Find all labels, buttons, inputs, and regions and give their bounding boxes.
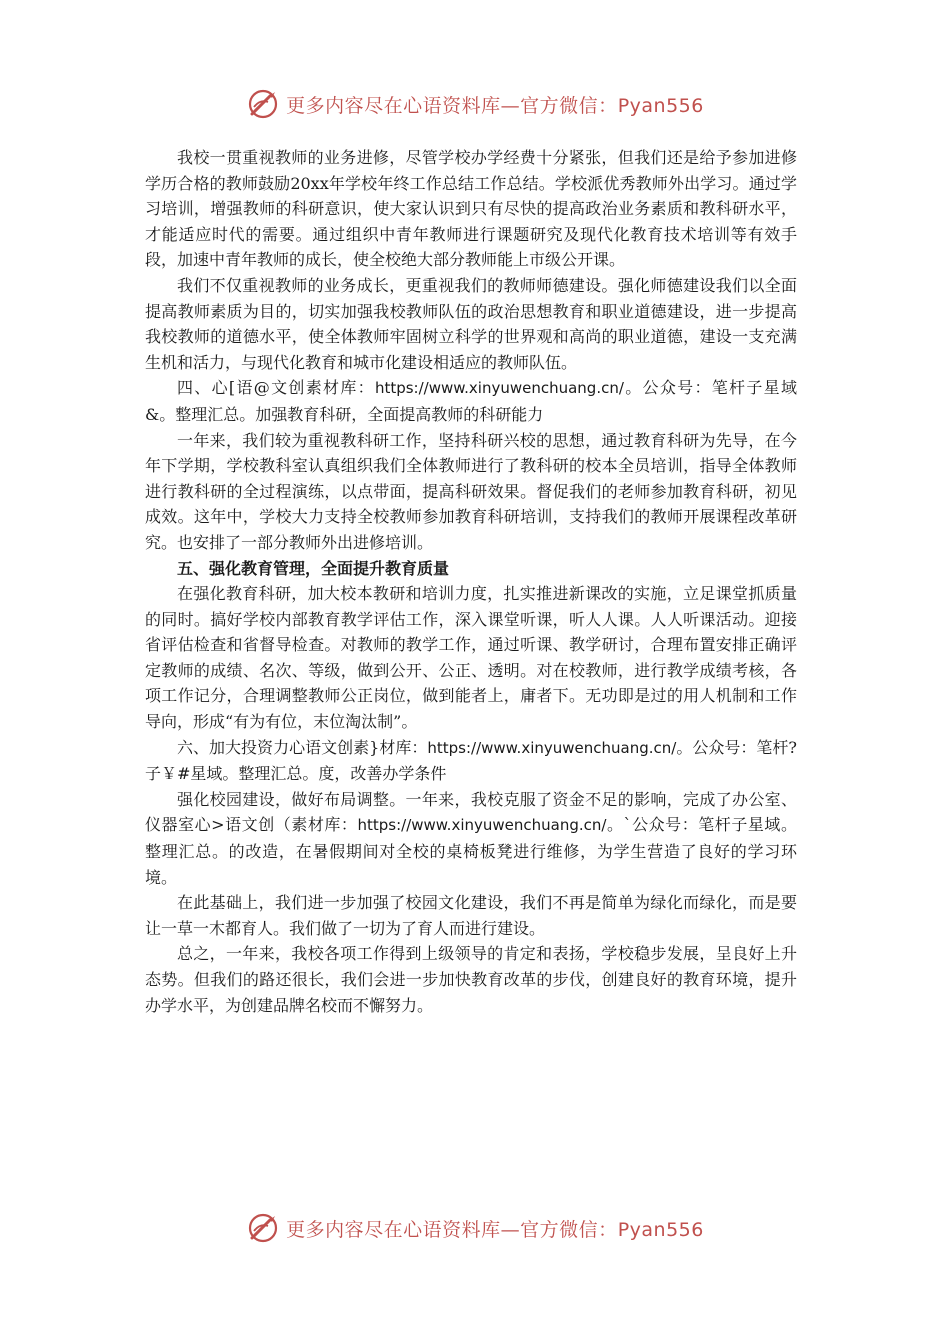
section-six-url: https://www.xinyuwenchuang.cn/: [427, 738, 677, 757]
paragraph-8: [145, 787, 797, 890]
footer-banner: [0, 1208, 950, 1248]
header-brand: 更多内容尽在心语资料库: [286, 94, 501, 117]
pen-swirl-logo-icon: [246, 87, 280, 121]
section-six-suffix: 。公众号：笔杆?子￥#星域。整理汇总。度，改善办学条件: [145, 737, 797, 784]
section-four-prefix: 四、心[语@文创素材库：: [177, 378, 375, 398]
header-banner-inner: [246, 87, 704, 121]
paragraph-6: 在强化教育科研，加大校本教研和培训力度，扎实推进新课改的实施，立足课堂抓质量的同时。搞好学校内部教育教学评估工作，深入课堂听课，听人人课。人人听课活动。迎接省评估检查和省督导检查。对教师的教学工作，通过听课、教学研讨，合理布置安排正确评定教师的成绩、名次、等级，做到公开、公正、透明。对在校教师，进行教学成绩考核，各项工作记分，合理调整教师公正岗位，做到能者上，庸者下。无功即是过的用人机制和工作导向，形成“有为有位，末位淘汰制”。: [145, 584, 797, 732]
section-five-heading: 五、强化教育管理，全面提升教育质量: [177, 558, 450, 578]
footer-wechat-id: Pyan556: [617, 1218, 704, 1241]
section-six-prefix: 六、加大投资力心语文创素}材库：: [177, 737, 428, 757]
footer-banner-inner: [246, 1211, 704, 1245]
header-separator: —: [500, 94, 521, 117]
header-wechat-id: Pyan556: [617, 94, 704, 117]
paragraph-8-prefix: 强化校园建设，做好布局调整。一年来，我校克服了资金不足的影响，完成了办公室、仪器室心>语文创（素材库：: [145, 789, 797, 835]
header-banner-text: [286, 91, 704, 118]
footer-official-label: 官方微信：: [520, 1218, 618, 1241]
paragraph-10: 总之，一年来，我校各项工作得到上级领导的肯定和表扬，学校稳步发展，呈良好上升态势。但我们的路还很长，我们会进一步加快教育改革的步伐，创建良好的教育环境，提升办学水平，为创建品牌名校而不懈努力。: [145, 944, 797, 1015]
footer-brand: 更多内容尽在心语资料库: [286, 1218, 501, 1241]
paragraph-2: 我们不仅重视教师的业务成长，更重视我们的教师师德建设。强化师德建设我们以全面提高教师素质为目的，切实加强我校教师队伍的政治思想教育和职业道德建设，进一步提高我校教师的道德水平，使全体教师牢固树立科学的世界观和高尚的职业道德，建设一支充满生机和活力，与现代化教育和城市化建设相适应的教师队伍。: [145, 275, 797, 372]
document-body: [145, 145, 797, 1018]
paragraph-8-url: https://www.xinyuwenchuang.cn/: [357, 816, 607, 835]
section-six-heading-paragraph: [145, 735, 797, 787]
section-four-heading-paragraph: [145, 375, 797, 427]
pen-swirl-logo-icon: [246, 1211, 280, 1245]
footer-separator: —: [500, 1218, 521, 1241]
footer-banner-text: [286, 1215, 704, 1242]
header-official-label: 官方微信：: [520, 94, 618, 117]
paragraph-1: 我校一贯重视教师的业务进修，尽管学校办学经费十分紧张，但我们还是给予参加进修学历合格的教师鼓励20xx年学校年终工作总结工作总结。学校派优秀教师外出学习。通过学习培训，增强教师的科研意识，使大家认识到只有尽快的提高政治业务素质和教科研水平，才能适应时代的需要。通过组织中青年教师进行课题研究及现代化教育技术培训等有效手段，加速中青年教师的成长，使全校绝大部分教师能上市级公开课。: [145, 148, 797, 270]
header-banner: [0, 84, 950, 124]
section-four-suffix: 。公众号：笔杆子星域&。整理汇总。加强教育科研，全面提高教师的科研能力: [145, 378, 797, 424]
paragraph-9: 在此基础上，我们进一步加强了校园文化建设，我们不再是简单为绿化而绿化，而是要让一草一木都育人。我们做了一切为了育人而进行建设。: [145, 893, 797, 938]
paragraph-8-suffix: 。`公众号：笔杆子星域。整理汇总。的改造，在暑假期间对全校的桌椅板凳进行维修，为学生营造了良好的学习环境。: [145, 815, 797, 887]
section-four-url: https://www.xinyuwenchuang.cn/: [374, 379, 624, 398]
paragraph-4: 一年来，我们较为重视教科研工作，坚持科研兴校的思想，通过教育科研为先导，在今年下学期，学校教科室认真组织我们全体教师进行了教科研的校本全员培训，指导全体教师进行教科研的全过程演练，以点带面，提高科研效果。督促我们的老师参加教育科研，初见成效。这年中，学校大力支持全校教师参加教育科研培训，支持我们的教师开展课程改革研究。也安排了一部分教师外出进修培训。: [145, 430, 797, 552]
